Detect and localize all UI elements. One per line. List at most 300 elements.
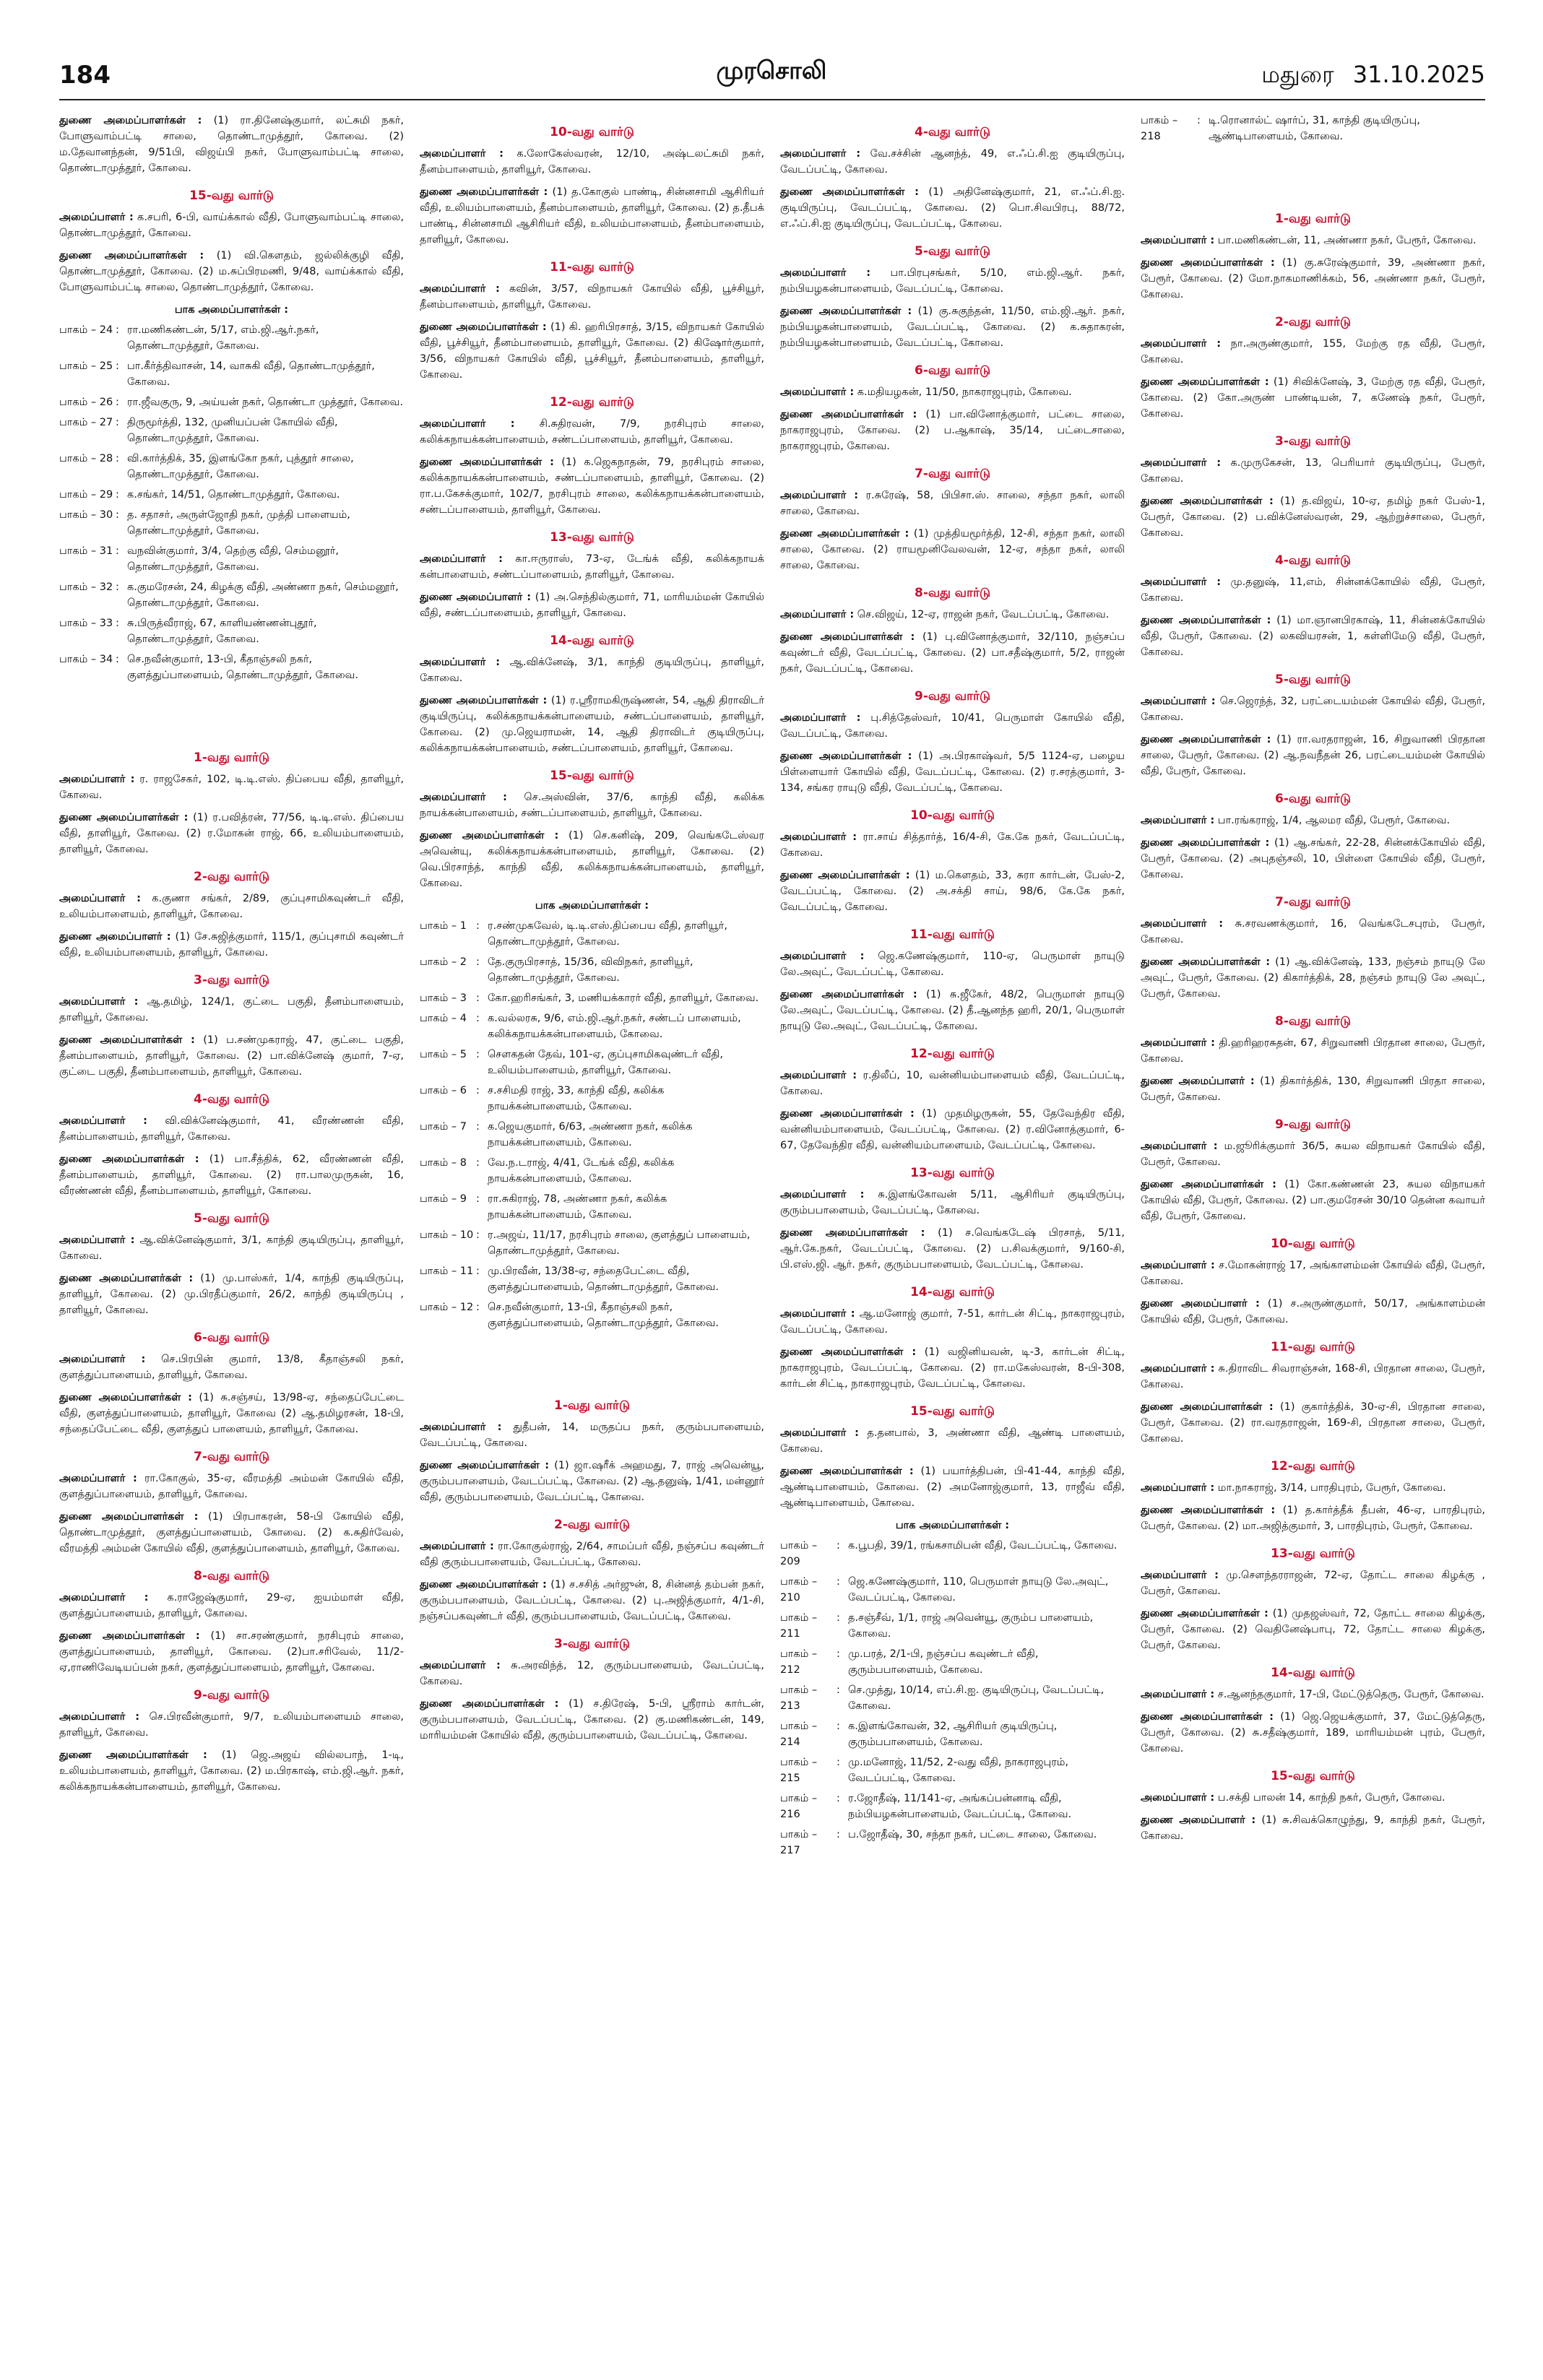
member-entry xyxy=(420,319,764,383)
ward-heading: 13-வது வார்டு xyxy=(550,530,634,545)
role-label: அமைப்பாளர் : xyxy=(420,792,507,803)
booth-separator: : xyxy=(116,360,119,372)
member-entry xyxy=(1141,1361,1485,1393)
ward-heading: 1-வது வார்டு xyxy=(1274,212,1352,226)
ward-heading: 12-வது வார்டு xyxy=(1271,1459,1355,1474)
booth-row xyxy=(420,954,764,986)
booth-row xyxy=(420,918,764,950)
member-entry xyxy=(59,771,404,803)
member-entry xyxy=(59,929,404,961)
booth-row xyxy=(59,415,404,446)
booth-member: ச.சசிமதி ராஜ், 33, காந்தி வீதி, கலிக்க நாயக்கன்பாளையம், கோவை. xyxy=(488,1085,665,1112)
ward-heading: 5-வது வார்டு xyxy=(193,1211,270,1226)
role-label: அமைப்பாளர் : xyxy=(59,212,134,223)
member-details: (1) முதமிழருகன், 55, தேவேந்திர வீதி, வன்னியம்பாளையம், வேடப்பட்டி, கோவை. (2) ர.வினோத்குமார், 6-67, தேவேந்திர வீதி, வன்னியம்பாளையம், வேடப்பட்டி, கோவை. xyxy=(780,1108,1125,1151)
booth-separator: : xyxy=(476,1229,480,1241)
booth-row xyxy=(59,652,404,683)
role-label: அமைப்பாளர் : xyxy=(1141,1141,1218,1152)
booth-separator: : xyxy=(476,956,480,968)
member-details: (1) ஆ.சங்கர், 22-28, சின்னக்கோயில் வீதி, பேரூர், கோவை. (2) அபுதஞ்சலி, 10, பிள்ளை கோயில் வீதி, பேரூர், கோவை. xyxy=(1141,837,1485,880)
booth-number: பாகம் – 24 xyxy=(59,324,113,336)
member-entry xyxy=(420,1419,764,1451)
member-details: (1) ம.கௌதம், 33, சுரா கார்டன், பேஸ்-2, வேடப்பட்டி, கோவை. (2) அ.சக்தி சாய், 98/6, கே.கே நகர், வேடப்பட்டி, கோவை. xyxy=(780,870,1125,913)
role-label: அமைப்பாளர் : xyxy=(1141,1570,1219,1581)
booth-row xyxy=(780,1646,1125,1678)
booth-row xyxy=(780,1682,1125,1714)
role-label: அமைப்பாளர் : xyxy=(420,1660,501,1671)
member-entry xyxy=(780,1425,1125,1457)
booth-number: பாகம் – 12 xyxy=(420,1302,474,1313)
role-label: அமைப்பாளர் : xyxy=(1141,815,1215,826)
booth-member: க.குமரேசன், 24, கிழக்கு வீதி, அண்ணா நகர், செம்மனூர், தொண்டாமுத்தூர், கோவை. xyxy=(127,581,399,609)
booth-member: செ.நவீன்குமார், 13-பி, கீதாஞ்சலி நகர், குளத்துப்பாளையம், தொண்டாமுத்தூர், கோவை. xyxy=(127,654,359,681)
member-entry xyxy=(780,384,1125,400)
role-label: துணை அமைப்பாளர்கள் : xyxy=(59,115,202,126)
booth-separator: : xyxy=(476,920,480,932)
role-label: அமைப்பாளர் : xyxy=(59,1592,149,1604)
booth-number: பாகம் – 217 xyxy=(780,1829,818,1856)
booth-separator: : xyxy=(476,1265,480,1277)
booth-row xyxy=(780,1754,1125,1786)
ward-heading: 6-வது வார்டு xyxy=(193,1330,270,1345)
role-label: துணை அமைப்பாளர்கள் : xyxy=(1141,1401,1274,1413)
ward-heading: 11-வது வார்டு xyxy=(1271,1340,1355,1354)
member-details: பா.பிரபுசங்கர், 5/10, எம்.ஜி.ஆர். நகர், நம்பியழகன்பாளையம், வேடப்பட்டி, கோவை. xyxy=(780,267,1125,295)
ward-heading: 10-வது வார்டு xyxy=(550,125,634,139)
member-entry xyxy=(1141,374,1485,422)
member-details: (1) ரா.தினேஷ்குமார், லட்சுமி நகர், போளுவாம்பட்டி சாலை, தொண்டாமுத்தூர், கோவை. (2) ம.தேவானந்தன், 9/51பி, விஜய்பி நகர், போளுவாம்பட்டி சாலை, தொண்டாமுத்தூர், கோவை. xyxy=(59,115,404,174)
ward-heading: 5-வது வார்டு xyxy=(914,244,991,259)
member-details: ரா.கோகுல், 35-ஏ, வீரமத்தி அம்மன் கோயில் வீதி, குளத்துப்பாளையம், தாளியூர், கோவை. xyxy=(59,1473,404,1500)
role-label: துணை அமைப்பாளர்கள் : xyxy=(780,750,912,762)
member-entry xyxy=(780,1187,1125,1219)
member-details: துதீபன், 14, மருதப்ப நகர், குரும்பபாளையம், வேடப்பட்டி, கோவை. xyxy=(420,1421,764,1449)
member-entry xyxy=(1141,1687,1485,1702)
member-entry xyxy=(1141,1399,1485,1447)
member-details: (1) முதஜஸ்வர், 72, தோட்ட சாலை கிழக்கு, பேரூர், கோவை. (2) வெதினேஷ்பாபு, 72, தோட்ட சாலை கிழக்கு, பேரூர், கோவை. xyxy=(1141,1608,1485,1651)
booth-number: பாகம் – 9 xyxy=(420,1193,467,1205)
member-details: (1) பா.சீத்திக், 62, வீரண்ணன் வீதி, தீனம்பாளையம், தாளியூர், கோவை. (2) ரா.பாலமுருகன், 16, வீரண்ணன் வீதி, தீனம்பாளையம், தாளியூர், கோவை. xyxy=(59,1154,404,1197)
booth-separator: : xyxy=(476,992,480,1004)
booth-row xyxy=(420,1227,764,1259)
member-details: (1) ர.பவித்ரன், 77/56, டி.டி.எஸ். திப்பைய வீதி, தாளியூர், கோவை. (2) ர.மோகன் ராஜ், 66, உலியம்பாளையம், தாளியூர், கோவை. xyxy=(59,812,404,855)
header-rule xyxy=(59,99,1485,100)
role-label: அமைப்பாளர் : xyxy=(59,1115,147,1127)
booth-number: பாகம் – 7 xyxy=(420,1121,467,1133)
member-entry xyxy=(1141,916,1485,948)
role-label: அமைப்பாளர் : xyxy=(420,418,515,430)
role-label: துணை அமைப்பாளர்கள் : xyxy=(420,695,548,706)
role-label: துணை அமைப்பாளர்கள் : xyxy=(1141,615,1271,626)
member-entry xyxy=(780,265,1125,297)
booth-row xyxy=(780,1538,1125,1570)
member-details: வே.சச்சின் ஆனந்த், 49, எ.ஃப்.சி.ஐ குடியிருப்பு, வேடப்பட்டி, கோவை. xyxy=(780,148,1125,176)
booth-member: தே.குருபிரசாத், 15/36, விவிநகர், தாளியூர், தொண்டாமுத்தூர், கோவை. xyxy=(488,956,693,984)
member-entry xyxy=(59,1509,404,1557)
role-label: துணை அமைப்பாளர்கள் : xyxy=(420,1698,559,1710)
role-label: துணை அமைப்பாளர் : xyxy=(1141,1076,1255,1087)
role-label: அமைப்பாளர் : xyxy=(780,386,855,398)
member-entry xyxy=(420,589,764,621)
member-entry xyxy=(1141,1709,1485,1757)
member-entry xyxy=(1141,732,1485,779)
member-entry xyxy=(1141,1812,1485,1844)
role-label: அமைப்பாளர் : xyxy=(780,1308,855,1320)
member-details: ச.மோகன்ராஜ் 17, அங்காளம்மன் கோயில் வீதி, பேரூர், கோவை. xyxy=(1141,1260,1485,1287)
column-2 xyxy=(420,113,764,2366)
ward-heading: 7-வது வார்டு xyxy=(193,1450,270,1464)
member-entry xyxy=(59,1590,404,1622)
role-label: அமைப்பாளர் : xyxy=(1141,338,1222,350)
role-label: துணை அமைப்பாளர் : xyxy=(1141,1814,1256,1826)
member-entry xyxy=(1141,1258,1485,1289)
member-entry xyxy=(1141,455,1485,487)
member-entry xyxy=(420,551,764,583)
member-details: த.தனபால், 3, அண்ணா வீதி, ஆண்டி பாளையம், கோவை. xyxy=(780,1427,1125,1455)
member-entry xyxy=(1141,954,1485,1002)
booth-member: க.இளங்கோவன், 32, ஆசிரியர் குடியிருப்பு, குரும்பபாளையம், கோவை. xyxy=(848,1721,1058,1748)
ward-heading: 3-வது வார்டு xyxy=(553,1637,631,1651)
member-details: (1) சு.சிவக்கொழுந்து, 9, காந்தி நகர், பேரூர், கோவை. xyxy=(1141,1814,1485,1842)
section-gap xyxy=(420,1336,764,1386)
member-details: (1) மா.ஞானபிரகாஷ், 11, சின்னக்கோயில் வீதி, பேரூர், கோவை. (2) லகவியரசன், 1, கள்ளிமேடு வீதி, பேரூர், கோவை. xyxy=(1141,615,1485,658)
role-label: அமைப்பாளர் : xyxy=(1141,1792,1215,1804)
member-details: (1) கி. ஹரிபிரசாத், 3/15, விநாயகர் கோயில் வீதி, பூச்சியூர், தீனம்பாளையம், தாளியூர், கோவை. (2) கிஷோர்குமார், 3/56, விநாயகர் கோயில் வீதி, பூச்சியூர், தீனம்பாளையம், தாளியூர், கோவை. xyxy=(420,321,764,381)
booth-member: செ.முத்து, 10/14, எப்.சி.ஐ. குடியிருப்பு, வேடப்பட்டி, கோவை. xyxy=(848,1684,1105,1712)
role-label: அமைப்பாளர் : xyxy=(1141,457,1222,469)
booth-row xyxy=(780,1718,1125,1750)
booth-number: பாகம் – 10 xyxy=(420,1229,474,1241)
member-entry xyxy=(420,828,764,891)
booth-number: பாகம் – 5 xyxy=(420,1049,467,1060)
page-header xyxy=(0,0,1543,108)
member-entry xyxy=(59,1628,404,1676)
role-label: அமைப்பாளர் : xyxy=(1141,235,1215,246)
member-entry xyxy=(59,209,404,241)
booth-row xyxy=(59,579,404,611)
booth-member: த.சஞ்சீவ், 1/1, ராஜ் அவென்யூ, குரும்ப பாளையம், கோவை. xyxy=(848,1612,1094,1640)
member-details: (1) பு.வினோத்குமார், 32/110, நஞ்சப்ப கவுண்டர் வீதி, வேடப்பட்டி, கோவை. (2) பா.சதீஷ்குமார், 5/2, ராஜன் நகர், வேடப்பட்டி, கோவை. xyxy=(780,631,1125,675)
role-label: துணை அமைப்பாளர்கள் : xyxy=(780,1227,925,1239)
member-entry xyxy=(59,1032,404,1080)
booth-section-heading: பாக அமைப்பாளர்கள் : xyxy=(535,900,649,912)
role-label: அமைப்பாளர் : xyxy=(59,996,139,1008)
member-details: (1) ரா.வரதராஜன், 16, சிறுவாணி பிரதான சாலை, பேரூர், கோவை. (2) ஆ.நவநீதன் 26, பரட்டையம்மன் கோயில் வீதி, பேரூர், கோவை. xyxy=(1141,734,1485,777)
member-details: ச.ஆனந்தகுமார், 17-பி, மேட்டுத்தெரு, பேரூர், கோவை. xyxy=(1217,1689,1484,1700)
member-details: சி.சுதிரவன், 7/9, நரசிபுரம் சாலை, கலிக்கநாயக்கன்பாளையம், சண்டப்பாளையம், தாளியூர், கோவை. xyxy=(420,418,764,446)
role-label: துணை அமைப்பாளர்கள் : xyxy=(780,1346,917,1358)
ward-heading: 8-வது வார்டு xyxy=(914,586,991,600)
newspaper-masthead: முரசொலி xyxy=(716,56,827,85)
ward-heading: 3-வது வார்டு xyxy=(193,973,270,987)
member-details: க.மதியழகன், 11/50, நாகராஜபுரம், கோவை. xyxy=(857,386,1072,398)
page-number: 184 xyxy=(59,61,111,90)
booth-row xyxy=(59,543,404,575)
booth-separator: : xyxy=(116,545,119,557)
member-details: கா.ஈருராஸ், 73-ஏ, டேங்க் வீதி, கலிக்கநாயக் கன்பாளையம், சண்டப்பாளையம், தாளியூர், கோவை. xyxy=(420,553,764,581)
role-label: துணை அமைப்பாளர்கள் : xyxy=(780,1466,914,1477)
ward-heading: 13-வது வார்டு xyxy=(1271,1546,1355,1561)
member-entry xyxy=(59,113,404,176)
role-label: அமைப்பாளர் : xyxy=(1141,918,1224,930)
member-details: (1) சா.சரண்குமார், நரசிபுரம் சாலை, குளத்துப்பாளையம், தாளியூர், கோவை. (2)பா.சரிவேல், 11/2-ஏ,ராணிவேடியப்பன் நகர், குளத்துப்பாளையம், தாளியூர், கோவை. xyxy=(59,1630,404,1674)
member-entry xyxy=(1141,574,1485,606)
role-label: துணை அமைப்பாளர்கள் : xyxy=(1141,734,1271,745)
booth-number: பாகம் – 29 xyxy=(59,489,113,501)
member-details: பா.மணிகண்டன், 11, அண்ணா நகர், பேரூர், கோவை. xyxy=(1217,235,1477,246)
booth-number: பாகம் – 215 xyxy=(780,1757,818,1784)
ward-heading: 2-வது வார்டு xyxy=(553,1518,631,1532)
booth-row xyxy=(59,507,404,539)
member-entry xyxy=(1141,613,1485,660)
ward-heading: 9-வது வார்டு xyxy=(193,1688,270,1702)
booth-member: ப.ஜோதீஷ், 30, சந்தா நகர், பட்டை சாலை, கோவை. xyxy=(848,1829,1097,1840)
booth-row xyxy=(59,615,404,647)
role-label: துணை அமைப்பாளர்கள் : xyxy=(780,989,917,1000)
role-label: துணை அமைப்பாளர்கள் : xyxy=(1141,1608,1268,1619)
member-details: ஆ.தமிழ், 124/1, குட்டை பகுதி, தீனம்பாளையம், தாளியூர், கோவை. xyxy=(59,996,404,1024)
ward-heading: 1-வது வார்டு xyxy=(193,750,270,765)
booth-row xyxy=(780,1574,1125,1606)
booth-member: மு.பரத், 2/1-பி, நஞ்சப்ப கவுண்டர் வீதி, குரும்பபாளையம், கோவை. xyxy=(848,1648,1039,1676)
member-entry xyxy=(1141,1567,1485,1599)
member-entry xyxy=(420,146,764,178)
role-label: துணை அமைப்பாளர்கள் : xyxy=(780,306,912,317)
booth-number: பாகம் – 27 xyxy=(59,417,113,428)
booth-member: ர.ஜோதீஷ், 11/141-ஏ, அங்கப்பன்னாடி வீதி, நம்பியழகன்பாளையம், வேடப்பட்டி, கோவை. xyxy=(848,1793,1072,1820)
booth-member: ரா.மணிகண்டன், 5/17, எம்.ஜி.ஆர்.நகர், தொண்டாமுத்தூர், கோவை. xyxy=(127,324,319,352)
member-details: (1) ர.ஸ்ரீராமகிருஷ்ணன், 54, ஆதி திராவிடர் குடியிருப்பு, கலிக்கநாயக்கன்பாளையம், சண்டப்பாளையம், தாளியூர், கோவை. (2) மு.ஜெயராமன், 14, ஆதி திராவிடர் குடியிருப்பு, கலிக்கநாயக்கன்பாளையம், சண்டப்பாளையம், தாளியூர், கோவை. xyxy=(420,695,764,754)
member-details: சு.சரவணக்குமார், 16, வெங்கடேசபுரம், பேரூர், கோவை. xyxy=(1141,918,1485,945)
role-label: அமைப்பாளர் : xyxy=(59,893,141,904)
booth-separator: : xyxy=(476,1157,480,1169)
role-label: துணை அமைப்பாளர்கள் : xyxy=(780,186,919,198)
role-label: அமைப்பாளர் : xyxy=(780,148,861,160)
booth-member: கோ.ஹரிசங்கர், 3, மணியக்காரர் வீதி, தாளியூர், கோவை. xyxy=(488,992,759,1004)
role-label: துணை அமைப்பாளர்கள் : xyxy=(1141,496,1274,507)
member-entry xyxy=(1141,493,1485,541)
ward-heading: 1-வது வார்டு xyxy=(553,1398,631,1413)
role-label: அமைப்பாளர் : xyxy=(1141,1689,1215,1700)
member-entry xyxy=(420,454,764,518)
member-details: க.சபரி, 6-பி, வாய்க்கால் வீதி, போளுவாம்பட்டி சாலை, தொண்டாமுத்தூர், கோவை. xyxy=(59,212,404,239)
ward-heading: 4-வது வார்டு xyxy=(1274,553,1352,568)
member-details: (1) கு.சுரேஷ்குமார், 39, அண்ணா நகர், பேரூர், கோவை. (2) மோ.நாகமாணிக்கம், 56, அண்ணா நகர், பேரூர், கோவை. xyxy=(1141,257,1485,300)
role-label: துணை அமைப்பாளர்கள் : xyxy=(59,1154,199,1165)
member-details: ர.திலீப், 10, வன்னியம்பாளையம் வீதி, வேடப்பட்டி, கோவை. xyxy=(780,1070,1125,1097)
role-label: அமைப்பாளர் : xyxy=(780,267,871,279)
booth-number: பாகம் – 212 xyxy=(780,1648,818,1676)
booth-separator: : xyxy=(476,1013,480,1024)
role-label: துணை அமைப்பாளர்கள் : xyxy=(780,409,917,420)
member-entry xyxy=(59,891,404,922)
role-label: துணை அமைப்பாளர்கள் : xyxy=(59,1034,195,1046)
role-label: அமைப்பாளர் : xyxy=(420,148,503,160)
member-details: செ.அஸ்வின், 37/6, காந்தி வீதி, கலிக்க நாயக்கன்பாளையம், சண்டப்பாளையம், தாளியூர், கோவை. xyxy=(420,792,764,819)
member-details: ரா.சாய் சித்தார்த், 16/4-சி, கே.கே நகர், வேடப்பட்டி, கோவை. xyxy=(780,831,1125,859)
role-label: துணை அமைப்பாளர்கள் : xyxy=(1141,837,1270,849)
member-details: தி.ஹரிஹரசுதன், 67, சிறுவாணி பிரதான சாலை, பேரூர், கோவை. xyxy=(1141,1037,1485,1065)
role-label: துணை அமைப்பாளர்கள் : xyxy=(1141,376,1269,388)
member-details: மா.நாகராஜ், 3/14, பாரதிபுரம், பேரூர், கோவை. xyxy=(1217,1482,1446,1494)
role-label: துணை அமைப்பாளர்கள் : xyxy=(59,1273,194,1284)
member-details: செ.பிரவீன்குமார், 9/7, உலியம்பாளையம் சாலை, தாளியூர், கோவை. xyxy=(59,1711,404,1739)
booth-number: பாகம் – 218 xyxy=(1141,115,1178,142)
member-details: (1) அதினேஷ்குமார், 21, எ.ஃப்.சி.ஐ. குடியிருப்பு, வேடப்பட்டி, கோவை. (2) பொ.சிவபிரபு, 88/72, எ.ஃப்.சி.ஐ குடியிருப்பு, வேடப்பட்டி, கோவை. xyxy=(780,186,1125,230)
member-details: (1) சே.சுஜித்குமார், 115/1, குப்புசாமி கவுண்டர் வீதி, உலியம்பாளையம், தாளியூர், கோவை. xyxy=(59,931,404,959)
booth-number: பாகம் – 11 xyxy=(420,1265,474,1277)
article-columns xyxy=(59,113,1485,2366)
member-details: (1) பா.வினோத்குமார், பட்டை சாலை, நாகராஜபுரம், கோவை. (2) ப.ஆகாஷ், 35/14, பட்டைசாலை, நாகராஜபுரம், கோவை. xyxy=(780,409,1125,452)
role-label: துணை அமைப்பாளர்கள் : xyxy=(420,1460,550,1471)
member-details: (1) ச.திரேஷ், 5-பி, ஸ்ரீராம் கார்டன், குரும்பபாளையம், வேடப்பட்டி, கோவை. (2) கு.மணிகண்டன், 149, மாரியம்மன் கோயில் வீதி, குரும்பபாளையம், வேடப்பட்டி, கோவை. xyxy=(420,1698,764,1741)
booth-number: பாகம் – 4 xyxy=(420,1013,467,1024)
booth-number: பாகம் – 213 xyxy=(780,1684,818,1712)
member-entry xyxy=(1141,1606,1485,1653)
member-entry xyxy=(420,693,764,756)
member-details: செ.விஜய், 12-ஏ, ராஜன் நகர், வேடப்பட்டி, கோவை. xyxy=(857,609,1110,620)
role-label: அமைப்பாளர் : xyxy=(420,283,500,295)
booth-member: செ.நவீன்குமார், 13-பி, கீதாஞ்சலி நகர், குளத்துப்பாளையம், தொண்டாமுத்தூர், கோவை. xyxy=(488,1302,719,1329)
member-entry xyxy=(59,1151,404,1199)
member-details: (1) சிவிக்னேஷ், 3, மேற்கு ரத வீதி, பேரூர், கோவை. (2) கோ.அருண் பாண்டியன், 7, கணேஷ் நகர், பேரூர், கோவை. xyxy=(1141,376,1485,420)
booth-number: பாகம் – 2 xyxy=(420,956,467,968)
member-entry xyxy=(780,1106,1125,1154)
booth-member: வி.கார்த்திக், 35, இளங்கோ நகர், புத்தூர் சாலை, தொண்டாமுத்தூர், கோவை. xyxy=(127,453,354,480)
booth-row xyxy=(420,1263,764,1295)
member-entry xyxy=(1141,1296,1485,1328)
role-label: அமைப்பாளர் : xyxy=(1141,696,1216,707)
booth-number: பாகம் – 214 xyxy=(780,1721,818,1748)
ward-heading: 11-வது வார்டு xyxy=(910,927,995,942)
member-entry xyxy=(420,1658,764,1689)
member-entry xyxy=(59,1709,404,1741)
member-entry xyxy=(780,1344,1125,1392)
member-details: (1) பிரபாகரன், 58-பி கோயில் வீதி, தொண்டாமுத்தூர், குளத்துப்பாளையம், கோவை. (2) க.சுதிர்வேல், வீரமத்தி அம்மன் கோயில் வீதி, குளத்துப்பாளையம், தாளியூர், கோவை. xyxy=(59,1511,404,1554)
booth-separator: : xyxy=(837,1793,840,1804)
booth-separator: : xyxy=(116,324,119,336)
booth-member: க.ஜெயகுமார், 6/63, அண்ணா நகர், கலிக்க நாயக்கன்பாளையம், கோவை. xyxy=(488,1121,693,1148)
edition-city: மதுரை xyxy=(1261,61,1334,88)
role-label: துணை அமைப்பாளர்கள் : xyxy=(59,1511,199,1523)
member-details: (1) த.விஜய், 10-ஏ, தமிழ் நகர் பேஸ்-1, பேரூர், கோவை. (2) ப.விக்னேஸ்வரன், 29, ஆற்றுச்சாலை, பேரூர், கோவை. xyxy=(1141,496,1485,539)
member-details: (1) குகார்த்திக், 30-ஏ-சி, பிரதான சாலை, பேரூர், கோவை. (2) ரா.வரதராஜன், 169-சி, பிரதான சாலை, பேரூர், கோவை. xyxy=(1141,1401,1485,1445)
booth-separator: : xyxy=(116,417,119,428)
booth-number: பாகம் – 25 xyxy=(59,360,113,372)
booth-row xyxy=(1141,113,1485,144)
booth-number: பாகம் – 216 xyxy=(780,1793,818,1820)
booth-member: ரா.சுகிராஜ், 78, அண்ணா நகர், கலிக்க நாயக்கன்பாளையம், கோவை. xyxy=(488,1193,667,1221)
member-entry xyxy=(1141,813,1485,828)
role-label: துணை அமைப்பாளர் : xyxy=(59,931,171,943)
booth-number: பாகம் – 33 xyxy=(59,618,113,629)
role-label: துணை அமைப்பாளர்கள் : xyxy=(420,186,548,198)
member-details: (1) ச.அருண்குமார், 50/17, அங்காளம்மன் கோயில் வீதி, பேரூர், கோவை. xyxy=(1141,1298,1485,1325)
member-details: கவின், 3/57, விநாயகர் கோயில் வீதி, பூச்சியூர், தீனம்பாளையம், தாளியூர், கோவை. xyxy=(420,283,764,311)
booth-separator: : xyxy=(476,1049,480,1060)
booth-row xyxy=(59,322,404,354)
booth-separator: : xyxy=(837,1576,840,1588)
member-details: (1) ஜெ.ஜெயக்குமார், 37, மேட்டுத்தெரு, பேரூர், கோவை. (2) சு.சதீஷ்குமார், 189, மாரியம்மன் புரம், பேரூர், கோவை. xyxy=(1141,1711,1485,1754)
member-details: (1) க.ஜெகநாதன், 79, நரசிபுரம் சாலை, கலிக்கநாயக்கன்பாளையம், சண்டப்பாளையம், தாளியூர், கோவை. (2) ரா.ப.கேசக்குமார், 102/7, நரசிபுரம் சாலை, கலிக்கநாயக்கன்பாளையம், சண்டப்பாளையம், தாளியூர், கோவை. xyxy=(420,456,764,516)
role-label: அமைப்பாளர் : xyxy=(780,712,861,724)
booth-row xyxy=(59,358,404,390)
booth-section-heading: பாக அமைப்பாளர்கள் : xyxy=(895,1520,1010,1531)
member-entry xyxy=(59,810,404,857)
booth-row xyxy=(780,1791,1125,1822)
member-entry xyxy=(780,146,1125,178)
ward-heading: 14-வது வார்டு xyxy=(550,633,634,648)
ward-heading: 2-வது வார்டு xyxy=(193,870,270,884)
role-label: அமைப்பாளர் : xyxy=(420,1541,494,1552)
role-label: துணை அமைப்பாளர்கள் : xyxy=(780,528,909,540)
member-details: செ.ஜெரந்த், 32, பரட்டையம்மன் கோயில் வீதி, பேரூர், கோவை. xyxy=(1141,696,1485,723)
member-entry xyxy=(420,789,764,821)
ward-heading: 6-வது வார்டு xyxy=(914,363,991,378)
member-entry xyxy=(59,1747,404,1795)
role-label: துணை அமைப்பாளர்கள் : xyxy=(780,1108,915,1120)
column-1 xyxy=(59,113,404,2366)
booth-number: பாகம் – 6 xyxy=(420,1085,467,1096)
member-entry xyxy=(780,1225,1125,1273)
member-entry xyxy=(59,1471,404,1502)
member-entry xyxy=(780,987,1125,1034)
ward-heading: 9-வது வார்டு xyxy=(1274,1117,1352,1132)
member-entry xyxy=(1141,1790,1485,1806)
booth-separator: : xyxy=(116,509,119,521)
member-entry xyxy=(59,1271,404,1318)
booth-member: க.பூபதி, 39/1, ரங்கசாமிபன் வீதி, வேடப்பட்டி, கோவை. xyxy=(848,1540,1118,1552)
role-label: துணை அமைப்பாளர்கள் : xyxy=(1141,257,1275,269)
member-entry xyxy=(1141,233,1485,248)
role-label: துணை அமைப்பாளர்கள் : xyxy=(59,1392,192,1403)
ward-heading: 8-வது வார்டு xyxy=(193,1569,270,1583)
booth-separator: : xyxy=(837,1829,840,1840)
booth-section-heading: பாக அமைப்பாளர்கள் : xyxy=(174,304,289,316)
member-entry xyxy=(1141,835,1485,883)
role-label: துணை அமைப்பாளர்கள் : xyxy=(780,870,910,881)
member-details: (1) ச.வெங்கடேஷ் பிரசாத், 5/11, ஆர்.கே.நகர், வேடப்பட்டி, கோவை. (2) ப.சிவக்குமார், 9/160-சி, பி.எஸ்.ஜி. ஆர். நகர், குரும்பபாளையம், வேடப்பட்டி, கோவை. xyxy=(780,1227,1125,1271)
member-entry xyxy=(780,1068,1125,1099)
member-details: வி.விக்னேஷ்குமார், 41, வீரண்ணன் வீதி, தீனம்பாளையம், தாளியூர், கோவை. xyxy=(59,1115,404,1143)
booth-member: ர.சண்முகவேல், டி.டி.எஸ்.திப்பைய வீதி, தாளியூர், தொண்டாமுத்தூர், கோவை. xyxy=(488,920,727,948)
ward-heading: 7-வது வார்டு xyxy=(1274,895,1352,909)
member-entry xyxy=(780,629,1125,677)
role-label: அமைப்பாளர் : xyxy=(1141,576,1222,588)
member-details: க.லோகேஸ்வரன், 12/10, அஷ்டலட்சுமி நகர், தீனம்பாளையம், தாளியூர், கோவை. xyxy=(420,148,764,176)
role-label: துணை அமைப்பாளர்கள் : xyxy=(59,250,204,261)
role-label: அமைப்பாளர் : xyxy=(420,553,503,565)
booth-number: பாகம் – 30 xyxy=(59,509,113,521)
booth-row xyxy=(420,1191,764,1223)
ward-heading: 8-வது வார்டு xyxy=(1274,1014,1352,1029)
member-entry xyxy=(780,948,1125,980)
role-label: அமைப்பாளர் : xyxy=(780,1427,859,1439)
member-entry xyxy=(780,488,1125,519)
member-details: ம.ஜூரிக்குமார் 36/5, சுயல விநாயகர் கோயில் வீதி, பேரூர், கோவை. xyxy=(1141,1141,1485,1168)
member-details: மு.தனுஷ், 11,எம், சின்னக்கோயில் வீதி, பேரூர், கோவை. xyxy=(1141,576,1485,604)
role-label: அமைப்பாளர் : xyxy=(780,1070,857,1081)
member-entry xyxy=(59,994,404,1026)
member-entry xyxy=(59,248,404,295)
member-details: (1) திகார்த்திக், 130, சிறுவாணி பிரதா சாலை, பேரூர், கோவை. xyxy=(1141,1076,1485,1103)
member-entry xyxy=(420,1539,764,1570)
member-entry xyxy=(780,1306,1125,1338)
ward-heading: 15-வது வார்டு xyxy=(1271,1769,1355,1783)
booth-separator: : xyxy=(116,581,119,593)
member-entry xyxy=(780,407,1125,454)
member-entry xyxy=(59,1113,404,1145)
